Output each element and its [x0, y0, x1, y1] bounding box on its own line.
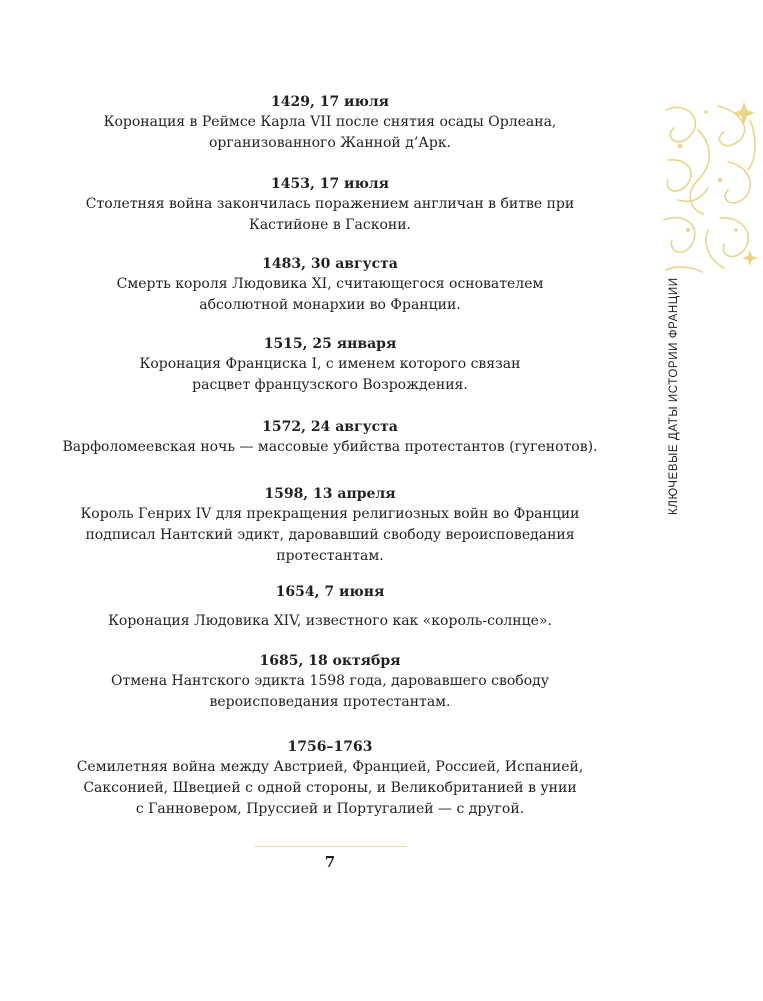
entry-line: абсолютной монархии во Франции. [199, 297, 461, 313]
entry-line: Кастийоне в Гаскони. [248, 217, 411, 233]
entry-line: подписал Нантский эдикт, даровавший свободу вероисповедания [85, 527, 575, 543]
entry-line: протестантам. [276, 548, 384, 564]
entry-line: с Ганновером, Пруссией и Португалией — с другой. [135, 801, 525, 817]
entry-date: 1483, 30 августа [262, 256, 398, 272]
entry-date: 1756–1763 [287, 739, 373, 755]
entry-line: Смерть короля Людовика XI, считающегося основателем [116, 276, 544, 292]
entry-date: 1453, 17 июля [270, 176, 390, 192]
ornament-icon [658, 100, 763, 276]
entry-line: Коронация Людовика XIV, известного как «король-солнце». [108, 613, 552, 629]
timeline-entry [60, 417, 600, 458]
entry-line: Столетняя война закончилась поражением англичан в битве при [85, 196, 575, 212]
entry-line: Варфоломеевская ночь — массовые убийства протестантов (гугенотов). [62, 439, 598, 455]
entry-line: Отмена Нантского эдикта 1598 года, даровавшего свободу [110, 673, 550, 689]
footer-divider [255, 846, 407, 847]
timeline-entry [60, 737, 600, 820]
entry-date: 1598, 13 апреля [264, 486, 396, 502]
timeline-entry [60, 484, 600, 567]
timeline-entry [60, 174, 600, 236]
entry-line: Король Генрих IV для прекращения религиозных войн во Франции [80, 506, 580, 522]
entry-line: вероисповедания протестантам. [209, 694, 451, 710]
entry-date: 1654, 7 июня [275, 584, 385, 600]
timeline-entry [60, 651, 600, 713]
timeline-entry [60, 334, 600, 396]
entry-line: организованного Жанной д’Арк. [208, 135, 452, 151]
page-number: 7 [324, 853, 336, 871]
entry-line: Саксонией, Швецией с одной стороны, и Великобританией в унии [83, 780, 577, 796]
entry-line: Коронация в Реймсе Карла VII после снятия осады Орлеана, [103, 114, 557, 130]
entry-line: расцвет французского Возрождения. [192, 377, 468, 393]
entry-line: Семилетняя война между Австрией, Францией, Россией, Испанией, [76, 759, 584, 775]
side-title: КЛЮЧЕВЫЕ ДАТЫ ИСТОРИИ ФРАНЦИИ [668, 277, 680, 515]
entry-line: Коронация Франциска I, с именем которого связан [139, 356, 521, 372]
entry-date: 1515, 25 января [263, 336, 397, 352]
entry-date: 1685, 18 октября [259, 653, 401, 669]
timeline-entry [60, 92, 600, 154]
timeline-entry [60, 254, 600, 316]
entry-date: 1572, 24 августа [262, 419, 398, 435]
entry-date: 1429, 17 июля [270, 94, 390, 110]
timeline-entry [60, 582, 600, 632]
